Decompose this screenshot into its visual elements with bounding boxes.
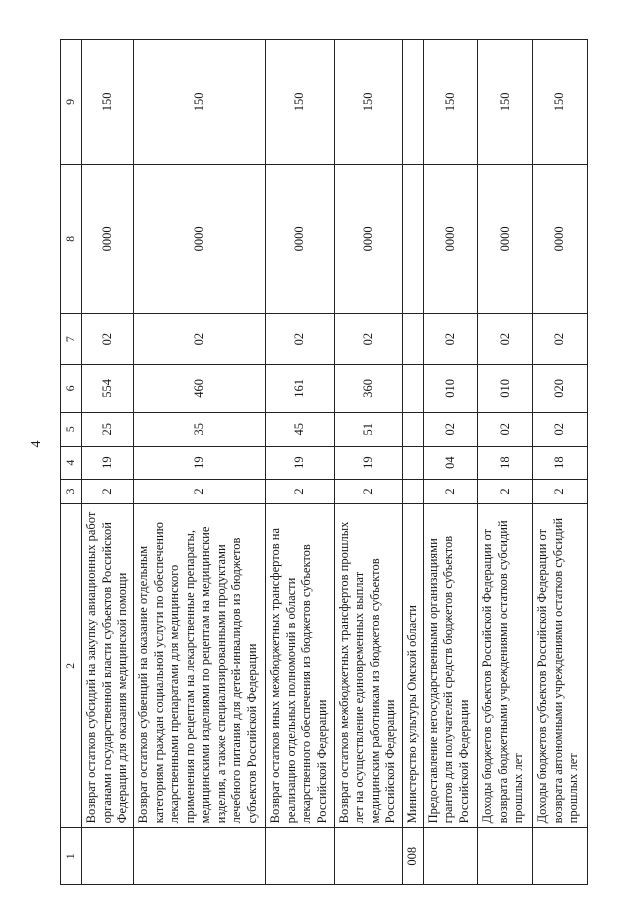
table-row <box>266 40 335 885</box>
column-header: 8 <box>61 164 82 314</box>
code-cell: 18 <box>533 446 588 479</box>
description-cell: Министерство культуры Омской области <box>402 504 423 828</box>
table-row <box>134 40 266 885</box>
code-cell: 0000 <box>266 164 335 314</box>
code-cell: 02 <box>423 412 478 446</box>
code-cell: 2 <box>82 479 134 504</box>
code-cell: 51 <box>334 412 402 446</box>
description-cell: Доходы бюджетов субъектов Российской Федерации от возврата бюджетными учреждениями остатков субсидий прошлых лет <box>478 504 533 828</box>
page-number: 4 <box>29 440 44 448</box>
code-cell: 2 <box>334 479 402 504</box>
code-cell: 020 <box>533 365 588 413</box>
header-row <box>61 40 82 885</box>
code-cell: 02 <box>82 314 134 365</box>
code-cell: 2 <box>423 479 478 504</box>
admin-code-cell <box>478 828 533 885</box>
description-cell: Предоставление негосударственными организациями грантов для получателей средств бюджетов субъектов Российской Федерации <box>423 504 478 828</box>
code-cell: 150 <box>334 40 402 165</box>
code-cell <box>402 365 423 413</box>
code-cell: 0000 <box>423 164 478 314</box>
table-row <box>334 40 402 885</box>
admin-code-cell <box>533 828 588 885</box>
code-cell: 19 <box>334 446 402 479</box>
code-cell: 02 <box>334 314 402 365</box>
code-cell: 150 <box>533 40 588 165</box>
code-cell <box>402 479 423 504</box>
table-row <box>478 40 533 885</box>
code-cell: 18 <box>478 446 533 479</box>
table-row <box>533 40 588 885</box>
code-cell: 150 <box>478 40 533 165</box>
code-cell: 2 <box>478 479 533 504</box>
code-cell: 0000 <box>82 164 134 314</box>
table-row <box>423 40 478 885</box>
code-cell: 19 <box>82 446 134 479</box>
code-cell <box>402 164 423 314</box>
column-header: 6 <box>61 365 82 413</box>
code-cell: 2 <box>266 479 335 504</box>
code-cell: 460 <box>134 365 266 413</box>
code-cell: 0000 <box>334 164 402 314</box>
code-cell: 150 <box>82 40 134 165</box>
code-cell: 02 <box>533 314 588 365</box>
column-header: 9 <box>61 40 82 165</box>
code-cell: 0000 <box>134 164 266 314</box>
code-cell: 2 <box>134 479 266 504</box>
code-cell: 45 <box>266 412 335 446</box>
code-cell: 19 <box>266 446 335 479</box>
code-cell: 02 <box>478 412 533 446</box>
code-cell: 0000 <box>533 164 588 314</box>
description-cell: Возврат остатков иных межбюджетных трансфертов на реализацию отдельных полномочий в области лекарственного обеспечения из бюджетов субъектов Российской Федерации <box>266 504 335 828</box>
table-row <box>82 40 134 885</box>
code-cell <box>402 412 423 446</box>
code-cell: 02 <box>478 314 533 365</box>
code-cell: 0000 <box>478 164 533 314</box>
description-cell: Возврат остатков межбюджетных трансфертов прошлых лет на осуществление единовременных выплат медицинским работникам из бюджетов субъектов Российской Федерации <box>334 504 402 828</box>
code-cell <box>402 40 423 165</box>
column-header: 4 <box>61 446 82 479</box>
admin-code-cell <box>423 828 478 885</box>
code-cell: 150 <box>423 40 478 165</box>
code-cell: 150 <box>266 40 335 165</box>
code-cell: 19 <box>134 446 266 479</box>
column-header: 2 <box>61 504 82 828</box>
description-cell: Доходы бюджетов субъектов Российской Федерации от возврата автономными учреждениями остатков субсидий прошлых лет <box>533 504 588 828</box>
code-cell: 04 <box>423 446 478 479</box>
column-header: 3 <box>61 479 82 504</box>
code-cell: 150 <box>134 40 266 165</box>
table-row-ministry <box>402 40 423 885</box>
description-cell: Возврат остатков субсидий на закупку авиационных работ органами государственной власти субъектов Российской Федерации для оказания медицинской помощи <box>82 504 134 828</box>
code-cell <box>402 314 423 365</box>
code-cell: 35 <box>134 412 266 446</box>
code-cell: 2 <box>533 479 588 504</box>
code-cell: 25 <box>82 412 134 446</box>
code-cell: 02 <box>266 314 335 365</box>
description-cell: Возврат остатков субвенций на оказание отдельным категориям граждан социальной услуги по обеспечению лекарственными препаратами для медицинского применения по рецептам на лекарственные препараты, медицинскими изделиями по рецептам на медицинские изделия, а также специализированными продуктами лечебного питания для детей-инвалидов из бюджетов субъектов Российской Федерации <box>134 504 266 828</box>
code-cell: 02 <box>533 412 588 446</box>
admin-code-cell: 008 <box>402 828 423 885</box>
column-header: 7 <box>61 314 82 365</box>
admin-code-cell <box>334 828 402 885</box>
column-header: 5 <box>61 412 82 446</box>
code-cell: 010 <box>478 365 533 413</box>
code-cell: 02 <box>423 314 478 365</box>
admin-code-cell <box>266 828 335 885</box>
column-header: 1 <box>61 828 82 885</box>
code-cell: 554 <box>82 365 134 413</box>
admin-code-cell <box>82 828 134 885</box>
budget-codes-table <box>60 39 588 885</box>
budget-codes-table-rotated <box>60 39 588 885</box>
code-cell <box>402 446 423 479</box>
admin-code-cell <box>134 828 266 885</box>
code-cell: 02 <box>134 314 266 365</box>
code-cell: 161 <box>266 365 335 413</box>
code-cell: 010 <box>423 365 478 413</box>
code-cell: 360 <box>334 365 402 413</box>
